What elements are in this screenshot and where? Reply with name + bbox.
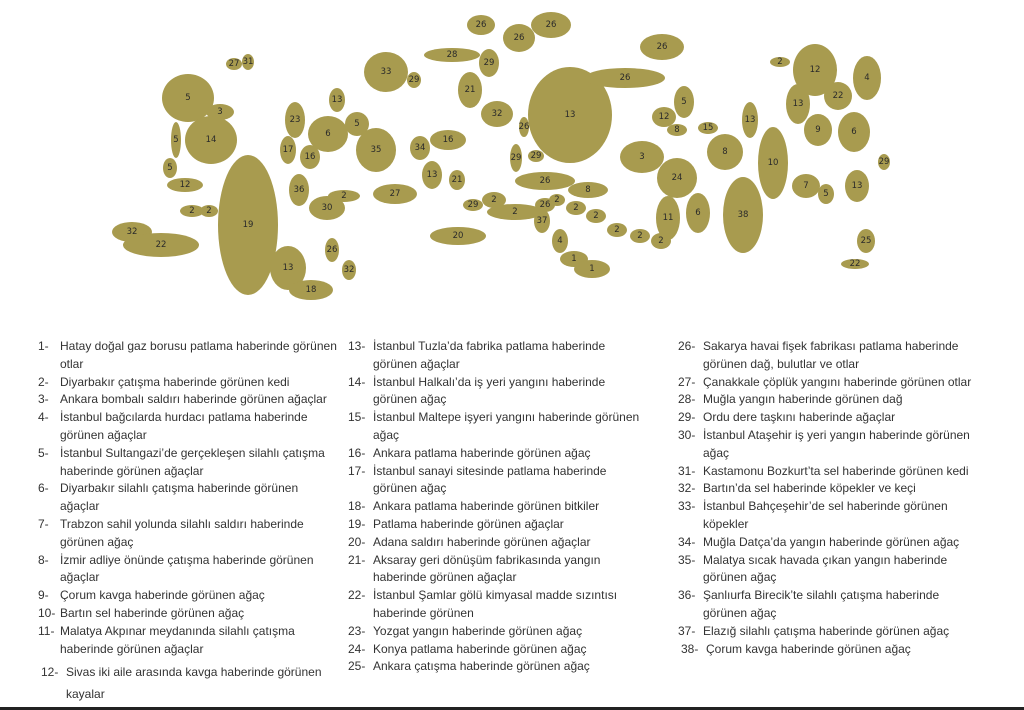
legend-text: İstanbul Tuzla’da fabrika patlama haberinde görünen ağaçlar <box>373 339 606 371</box>
legend-text: İstanbul Sultangazi’de gerçekleşen silahlı çatışma haberinde görünen ağaçlar <box>60 445 325 478</box>
silhouette-label: 12 <box>658 112 670 122</box>
legend-number: 35- <box>678 552 696 567</box>
legend-text: İstanbul Şamlar gölü kimyasal madde sızıntısı haberinde görünen <box>373 588 618 620</box>
silhouette-label: 2 <box>593 211 599 221</box>
silhouette-label: 29 <box>510 153 522 163</box>
legend-number: 7- <box>38 516 49 531</box>
legend-column-3 <box>678 338 978 658</box>
silhouette-label: 27 <box>389 189 401 199</box>
legend-text-continued: kayalar <box>66 687 105 702</box>
legend-text: Ankara bombalı saldırı haberinde görünen ağaçlar <box>60 392 327 407</box>
legend-item <box>678 409 978 427</box>
legend-text: İstanbul Bahçeşehir’de sel haberinde görünen köpekler <box>703 499 948 531</box>
silhouette-label: 26 <box>545 20 557 30</box>
silhouette-label: 2 <box>573 203 579 213</box>
silhouette-label: 15 <box>702 123 714 133</box>
silhouette-label: 22 <box>849 259 861 269</box>
silhouette-label: 30 <box>321 203 333 213</box>
legend-item <box>678 463 978 481</box>
silhouette-label: 34 <box>414 143 426 153</box>
legend-text: Ankara patlama haberinde görünen bitkiler <box>373 499 600 514</box>
silhouette-label: 2 <box>512 207 518 217</box>
silhouette-label: 12 <box>179 180 191 190</box>
legend-item <box>678 641 978 659</box>
legend-number: 5- <box>38 445 49 460</box>
silhouette-label: 16 <box>304 152 316 162</box>
legend-number: 14- <box>348 374 366 389</box>
silhouette-label: 31 <box>242 57 254 67</box>
silhouette-label: 5 <box>185 93 191 103</box>
legend-item <box>348 534 648 552</box>
legend-item <box>678 534 978 552</box>
legend-text: Konya patlama haberinde görünen ağaç <box>373 641 587 656</box>
legend-item <box>38 516 338 552</box>
silhouette-label: 29 <box>467 200 479 210</box>
legend-number: 38- <box>681 641 699 656</box>
legend-item <box>38 391 338 409</box>
legend-number: 28- <box>678 392 696 407</box>
silhouette-label: 9 <box>815 125 821 135</box>
silhouette-label: 12 <box>809 65 821 75</box>
legend-item <box>678 480 978 498</box>
legend-item <box>348 658 648 676</box>
legend-text: İstanbul Ataşehir iş yeri yangın haberinde görünen ağaç <box>703 427 970 460</box>
silhouette-label: 26 <box>656 42 668 52</box>
silhouette-label: 16 <box>442 135 454 145</box>
silhouette-label: 24 <box>671 173 683 183</box>
legend-item <box>38 664 338 704</box>
legend-number: 16- <box>348 445 366 460</box>
legend-text: Çorum kavga haberinde görünen ağaç <box>706 641 911 656</box>
legend-number: 24- <box>348 641 366 656</box>
legend-number: 3- <box>38 392 49 407</box>
silhouette-label: 22 <box>155 240 167 250</box>
silhouette-label: 32 <box>126 227 138 237</box>
legend-number: 27- <box>678 374 696 389</box>
legend-item <box>348 374 648 410</box>
legend-item <box>348 552 648 588</box>
legend-number: 9- <box>38 588 49 603</box>
legend-item <box>678 552 978 588</box>
silhouette-label: 13 <box>282 263 294 273</box>
legend-text: Trabzon sahil yolunda silahlı saldırı haberinde görünen ağaç <box>60 516 304 549</box>
silhouette-label: 29 <box>408 75 420 85</box>
silhouette-label: 17 <box>282 145 294 155</box>
legend-number: 4- <box>38 410 49 425</box>
silhouette-label: 2 <box>206 206 212 216</box>
legend-column-1 <box>38 338 338 704</box>
legend-number: 25- <box>348 659 366 674</box>
legend-number: 29- <box>678 410 696 425</box>
legend-text: Şanlıurfa Birecik’te silahlı çatışma haberinde görünen ağaç <box>703 588 940 620</box>
legend-text: İstanbul Halkalı’da iş yeri yangını haberinde görünen ağaç <box>373 374 606 407</box>
silhouette-label: 29 <box>483 58 495 68</box>
silhouette-label: 13 <box>792 99 804 109</box>
silhouette-label: 19 <box>242 220 254 230</box>
legend-item <box>348 623 648 641</box>
silhouette-label: 32 <box>343 265 355 275</box>
legend-number: 17- <box>348 463 366 478</box>
silhouette-label: 10 <box>767 158 779 168</box>
silhouette-label: 8 <box>585 185 591 195</box>
legend-item <box>348 463 648 499</box>
legend-number: 15- <box>348 410 366 425</box>
silhouette-label: 13 <box>426 170 438 180</box>
silhouette-label: 4 <box>864 73 870 83</box>
legend-item <box>38 445 338 481</box>
legend-number: 20- <box>348 534 366 549</box>
silhouette-label: 38 <box>737 210 749 220</box>
legend-item <box>38 552 338 588</box>
legend-text: İstanbul sanayi sitesinde patlama haberinde görünen ağaç <box>373 463 607 496</box>
silhouette-label: 27 <box>228 59 240 69</box>
legend-number: 8- <box>38 552 49 567</box>
legend-number: 6- <box>38 481 49 496</box>
legend-text: İstanbul Maltepe işyeri yangını haberinde görünen ağaç <box>373 410 640 442</box>
legend-text: Muğla Datça’da yangın haberinde görünen ağaç <box>703 534 960 549</box>
legend-item <box>678 374 978 392</box>
silhouette-label: 26 <box>518 122 530 132</box>
legend-item <box>38 605 338 623</box>
silhouette-label: 7 <box>803 181 809 191</box>
legend-item <box>348 338 648 374</box>
silhouette-label: 32 <box>491 109 503 119</box>
silhouette-label: 22 <box>832 91 844 101</box>
legend-text: Ankara patlama haberinde görünen ağaç <box>373 445 591 460</box>
legend-item <box>348 498 648 516</box>
silhouette-label: 13 <box>851 181 863 191</box>
silhouette-label: 23 <box>289 115 301 125</box>
silhouette-label: 2 <box>554 195 560 205</box>
legend-text: Muğla yangın haberinde görünen dağ <box>703 392 903 407</box>
legend-text: Malatya sıcak havada çıkan yangın haberinde görünen ağaç <box>703 552 948 585</box>
silhouette-label: 2 <box>658 236 664 246</box>
legend-column-2 <box>348 338 648 676</box>
silhouette-label: 26 <box>539 200 551 210</box>
legend-item <box>678 587 978 623</box>
silhouette-label: 26 <box>619 73 631 83</box>
legend-item <box>348 409 648 445</box>
legend-item <box>678 498 978 534</box>
silhouette-label: 5 <box>354 119 360 129</box>
legend-text: Aksaray geri dönüşüm fabrikasında yangın haberinde görünen ağaçlar <box>373 552 601 585</box>
legend-number: 18- <box>348 499 366 514</box>
silhouette-label: 11 <box>662 213 674 223</box>
silhouette-label: 37 <box>536 216 548 226</box>
legend-number: 36- <box>678 588 696 603</box>
legend-number: 19- <box>348 516 366 531</box>
legend-text: Sakarya havai fişek fabrikası patlama haberinde görünen dağ, bulutlar ve otlar <box>703 339 959 371</box>
silhouette-label: 5 <box>681 97 687 107</box>
silhouette-label: 13 <box>331 95 343 105</box>
legend-item <box>348 641 648 659</box>
silhouette-label: 29 <box>878 157 890 167</box>
silhouette-label: 13 <box>744 115 756 125</box>
silhouette-label: 13 <box>564 110 576 120</box>
legend-text: Yozgat yangın haberinde görünen ağaç <box>373 623 583 638</box>
silhouette-collage <box>0 0 1024 305</box>
legend-text: Diyarbakır çatışma haberinde görünen kedi <box>60 374 290 389</box>
legend-text: Ordu dere taşkını haberinde ağaçlar <box>703 410 896 425</box>
silhouette-label: 8 <box>722 147 728 157</box>
silhouette-label: 20 <box>452 231 464 241</box>
silhouette-label: 3 <box>639 152 645 162</box>
legend-item <box>38 338 338 374</box>
silhouette-label: 1 <box>589 264 595 274</box>
legend-text: İstanbul bağcılarda hurdacı patlama haberinde görünen ağaçlar <box>60 410 308 442</box>
legend-text: Adana saldırı haberinde görünen ağaçlar <box>373 534 591 549</box>
silhouette-label: 2 <box>637 231 643 241</box>
silhouette-label: 1 <box>571 254 577 264</box>
legend-number: 26- <box>678 339 696 353</box>
silhouette-label: 2 <box>341 191 347 201</box>
silhouette-label: 26 <box>513 33 525 43</box>
legend-text: Çorum kavga haberinde görünen ağaç <box>60 588 265 603</box>
legend-number: 22- <box>348 588 366 603</box>
legend-number: 31- <box>678 463 696 478</box>
legend-text: Malatya Akpınar meydanında silahlı çatışma haberinde görünen ağaçlar <box>60 623 295 656</box>
legend-number: 33- <box>678 499 696 514</box>
silhouette-label: 14 <box>205 135 217 145</box>
legend-item <box>38 587 338 605</box>
silhouette-label: 2 <box>491 195 497 205</box>
legend-text: Kastamonu Bozkurt’ta sel haberinde görünen kedi <box>703 463 969 478</box>
legend-number: 23- <box>348 623 366 638</box>
legend-item <box>38 374 338 392</box>
legend-number: 10- <box>38 605 56 620</box>
silhouette-label: 18 <box>305 285 317 295</box>
silhouette-label: 2 <box>777 57 783 67</box>
legend-text: İzmir adliye önünde çatışma haberinde görünen ağaçlar <box>60 552 314 585</box>
silhouette-label: 6 <box>851 127 857 137</box>
legend-number: 32- <box>678 481 696 496</box>
legend-item <box>348 587 648 623</box>
legend-text: Patlama haberinde görünen ağaçlar <box>373 516 564 531</box>
silhouette-label: 21 <box>464 85 476 95</box>
legend-number: 12- <box>41 665 59 680</box>
legend-item <box>38 409 338 445</box>
legend-text: Bartın sel haberinde görünen ağaç <box>60 605 245 620</box>
silhouette-label: 3 <box>217 107 223 117</box>
silhouette-label: 36 <box>293 185 305 195</box>
legend-number: 13- <box>348 339 366 353</box>
silhouette-label: 33 <box>380 67 392 77</box>
silhouette-label: 26 <box>539 176 551 186</box>
silhouette-label: 6 <box>695 208 701 218</box>
legend-item <box>678 338 978 374</box>
silhouette-label: 21 <box>451 175 463 185</box>
legend-text: Ankara çatışma haberinde görünen ağaç <box>373 659 590 674</box>
silhouette-label: 5 <box>173 135 179 145</box>
silhouette-label: 26 <box>326 245 338 255</box>
silhouette-label: 6 <box>325 129 331 139</box>
legend-text: Diyarbakır silahlı çatışma haberinde görünen ağaçlar <box>60 481 299 514</box>
legend-item <box>38 623 338 659</box>
legend-number: 1- <box>38 339 49 353</box>
silhouette-label: 5 <box>167 163 173 173</box>
legend-number: 37- <box>678 623 696 638</box>
silhouette-label: 5 <box>823 189 829 199</box>
silhouette-label: 2 <box>614 225 620 235</box>
legend-item <box>678 623 978 641</box>
silhouette-label: 4 <box>557 236 563 246</box>
legend-number: 34- <box>678 534 696 549</box>
silhouette-label: 25 <box>860 236 872 246</box>
silhouette-label: 29 <box>530 151 542 161</box>
legend-item <box>678 391 978 409</box>
legend-text: Bartın’da sel haberinde köpekler ve keçi <box>703 481 916 496</box>
legend-item <box>678 427 978 463</box>
silhouette-label: 28 <box>446 50 458 60</box>
legend-text: Sivas iki aile arasında kavga haberinde görünen <box>66 665 322 680</box>
legend-number: 11- <box>38 623 55 638</box>
legend-item <box>348 516 648 534</box>
legend-number: 21- <box>348 552 366 567</box>
silhouette-label: 26 <box>475 20 487 30</box>
legend-text: Hatay doğal gaz borusu patlama haberinde görünen otlar <box>60 339 337 371</box>
legend-number: 2- <box>38 374 49 389</box>
legend-text: Elazığ silahlı çatışma haberinde görünen ağaç <box>703 623 950 638</box>
legend-item <box>38 480 338 516</box>
legend-number: 30- <box>678 427 696 442</box>
legend-item <box>348 445 648 463</box>
silhouette-label: 2 <box>189 206 195 216</box>
legend-text: Çanakkale çöplük yangını haberinde görünen otlar <box>703 374 972 389</box>
silhouette-label: 8 <box>674 125 680 135</box>
silhouette-label: 35 <box>370 145 382 155</box>
